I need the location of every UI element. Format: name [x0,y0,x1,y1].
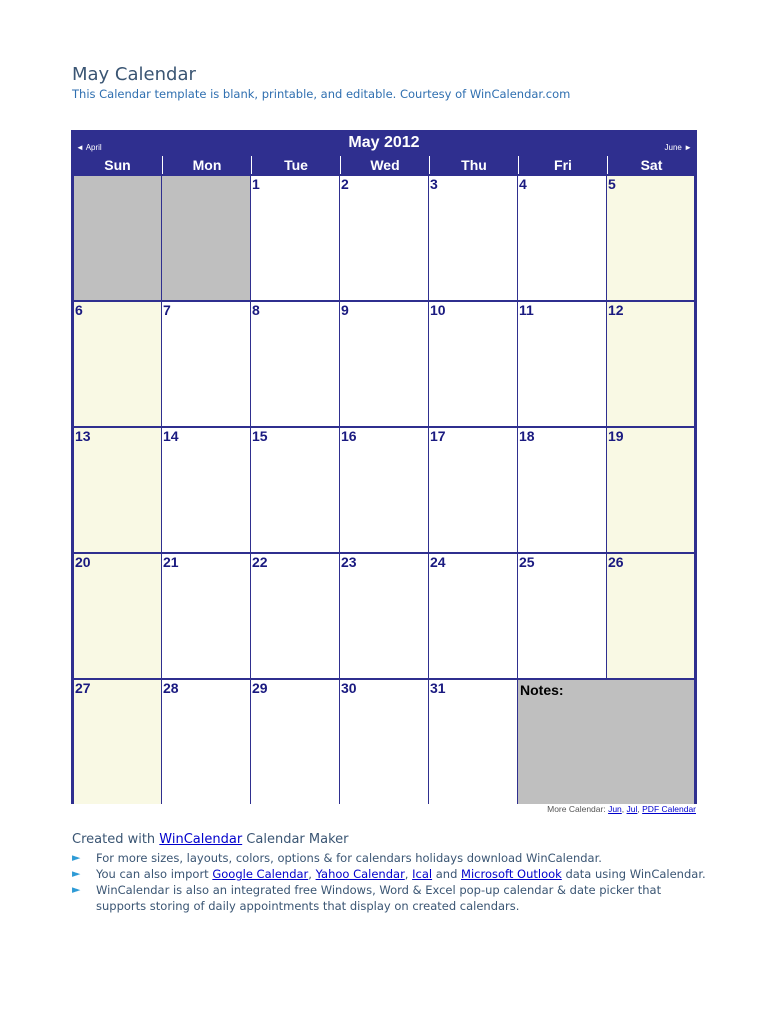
bullet-text: For more sizes, layouts, colors, options & for calendars holidays download WinCalendar. [96,851,602,865]
weekday-mon: Mon [162,156,251,174]
microsoft-outlook-link[interactable]: Microsoft Outlook [461,867,562,881]
day-cell[interactable] [429,302,517,426]
day-number: 11 [519,302,534,318]
day-cell[interactable] [607,428,694,552]
day-cell[interactable] [251,554,339,678]
day-cell[interactable] [162,428,250,552]
day-number: 27 [75,680,91,696]
day-number: 7 [163,302,171,318]
day-cell[interactable] [607,176,694,300]
jul-link[interactable]: Jul [626,804,638,814]
day-cell[interactable] [518,428,606,552]
created-prefix: Created with [72,832,160,847]
list-item: ► You can also import Google Calendar, Yahoo Calendar, Ical and Microsoft Outlook data using WinCalendar. [72,867,706,881]
next-month-link[interactable]: June ► [664,143,692,152]
day-cell[interactable] [340,680,428,804]
day-number: 1 [252,176,260,192]
day-number: 30 [341,680,357,696]
day-cell[interactable] [251,176,339,300]
created-with-line [72,832,348,847]
prev-month-link[interactable]: ◄ April [76,143,102,152]
day-number: 10 [430,302,446,318]
list-item [72,850,712,866]
info-bullet-list [72,850,712,914]
day-cell[interactable] [429,428,517,552]
bullet-text-suffix: data using WinCalendar. [561,867,706,881]
day-cell[interactable] [162,680,250,804]
day-number: 20 [75,554,91,570]
list-item [72,882,712,914]
weekday-sat: Sat [607,156,695,174]
weekday-tue: Tue [251,156,340,174]
day-cell[interactable] [429,176,517,300]
notes-area[interactable] [518,680,694,804]
page-subtitle: This Calendar template is blank, printable, and editable. Courtesy of WinCalendar.com [72,87,571,101]
day-number: 2 [341,176,349,192]
day-cell[interactable] [429,680,517,804]
day-cell[interactable] [429,554,517,678]
notes-label: Notes: [520,682,564,698]
google-calendar-link[interactable]: Google Calendar [212,867,309,881]
weekday-thu: Thu [429,156,518,174]
day-cell[interactable] [340,302,428,426]
day-number: 19 [608,428,624,444]
day-number: 22 [252,554,268,570]
day-number: 16 [341,428,357,444]
more-calendar-label: More Calendar: [547,804,606,814]
day-cell[interactable] [340,428,428,552]
day-cell[interactable] [340,554,428,678]
bullet-text: WinCalendar is also an integrated free Windows, Word & Excel pop-up calendar & date picker that supports storing of daily appointments that display on created calendars. [96,883,662,913]
day-cell[interactable] [74,680,161,804]
day-cell[interactable] [74,554,161,678]
weekday-fri: Fri [518,156,607,174]
day-number: 28 [163,680,179,696]
bullet-and: and [432,867,462,881]
day-number: 13 [75,428,91,444]
day-number: 6 [75,302,83,318]
calendar-grid [73,175,695,802]
weekday-header-row [73,156,695,175]
weekday-wed: Wed [340,156,429,174]
calendar-header [73,132,695,157]
ical-link[interactable]: Ical [412,867,433,881]
day-cell[interactable] [607,554,694,678]
day-number: 21 [163,554,179,570]
day-cell[interactable] [340,176,428,300]
day-number: 9 [341,302,349,318]
jun-link[interactable]: Jun [608,804,622,814]
day-number: 17 [430,428,446,444]
day-cell[interactable] [518,176,606,300]
yahoo-calendar-link[interactable]: Yahoo Calendar [315,867,405,881]
day-number: 12 [608,302,624,318]
day-number: 24 [430,554,446,570]
more-calendar-links: More Calendar: Jun, Jul, PDF Calendar [547,804,696,814]
triangle-right-icon: ► [72,883,81,896]
day-number: 14 [163,428,179,444]
day-cell[interactable] [251,680,339,804]
day-number: 18 [519,428,535,444]
day-number: 23 [341,554,357,570]
wincalendar-link[interactable]: WinCalendar [159,832,243,847]
weekday-sun: Sun [104,157,131,173]
day-number: 31 [430,680,446,696]
triangle-right-icon: ► [72,867,81,880]
day-number: 29 [252,680,268,696]
day-number: 8 [252,302,260,318]
day-cell[interactable] [74,302,161,426]
day-cell[interactable] [607,302,694,426]
day-cell[interactable] [162,302,250,426]
day-cell[interactable] [518,554,606,678]
day-number: 3 [430,176,438,192]
day-cell[interactable] [518,302,606,426]
day-number: 15 [252,428,268,444]
day-number: 26 [608,554,624,570]
month-title: May 2012 [348,134,420,151]
day-cell[interactable] [74,428,161,552]
day-number: 4 [519,176,527,192]
triangle-right-icon: ► [72,851,81,864]
day-number: 5 [608,176,616,192]
day-cell[interactable] [251,302,339,426]
empty-day-cell [74,176,161,300]
day-number: 25 [519,554,535,570]
day-cell[interactable] [251,428,339,552]
pdf-calendar-link[interactable]: PDF Calendar [642,804,696,814]
bullet-text: You can also import [96,867,213,881]
created-suffix: Calendar Maker [242,832,349,847]
page-title: May Calendar [72,64,196,85]
month-calendar [71,130,697,804]
day-cell[interactable] [162,554,250,678]
empty-day-cell [162,176,250,300]
